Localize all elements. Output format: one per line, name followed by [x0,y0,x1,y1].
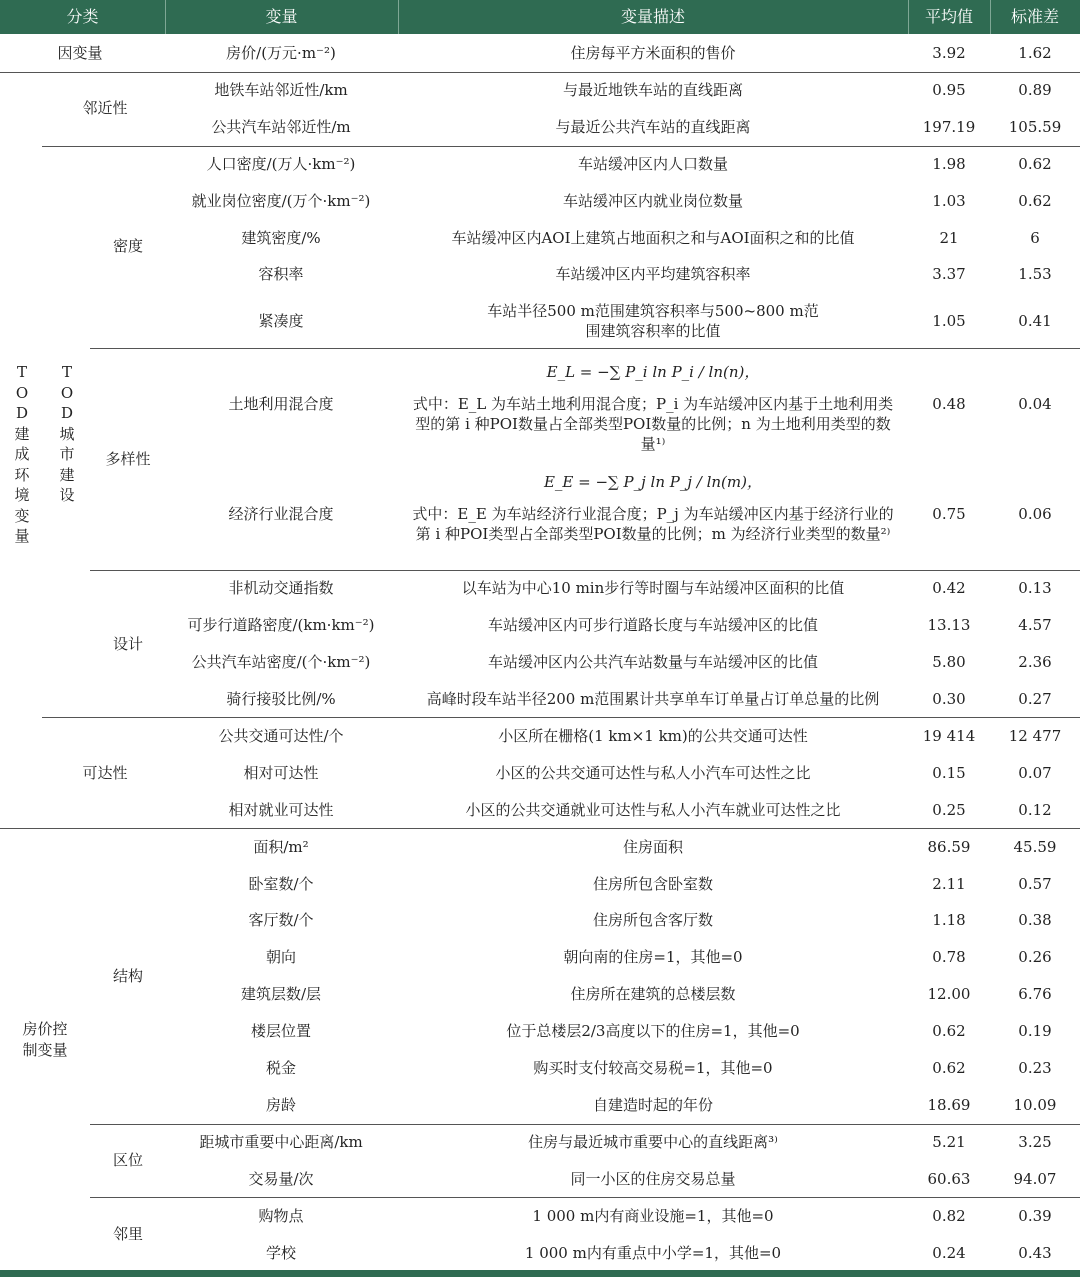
variable-description: 住房所包含卧室数 [592,875,713,893]
mean-value: 197.19 [922,118,976,136]
sd-value: 12 477 [1008,727,1062,745]
mean-value: 0.82 [932,1207,966,1225]
formula: E_E = −∑ P_j ln P_j / ln(m)， [543,473,762,491]
variable-name: 非机动交通指数 [228,579,334,597]
mean-value: 0.15 [932,764,966,782]
sd-value: 0.04 [1018,395,1052,413]
header-mean: 平均值 [924,7,973,26]
mean-value: 1.18 [932,911,966,929]
sd-value: 0.23 [1018,1059,1052,1077]
variable-description: 车站缓冲区内公共汽车站数量与车站缓冲区的比值 [487,653,818,671]
group-tod-label: TOD建成环境变量 [14,363,30,545]
variable-description: 住房所包含客厅数 [592,911,713,929]
variable-name: 公共汽车站邻近性/m [211,118,351,136]
variable-description: 车站缓冲区内可步行道路长度与车站缓冲区的比值 [487,616,818,634]
variable-description: 车站半径500 m范围建筑容积率与500~800 m范围建筑容积率的比值 [487,302,819,340]
variable-description: 小区的公共交通就业可达性与私人小汽车就业可达性之比 [465,801,841,819]
variable-name: 就业岗位密度/(万个·km⁻²) [191,192,371,210]
mean-value: 19 414 [922,727,976,745]
variable-description: 购买时支付较高交易税=1，其他=0 [533,1059,773,1077]
mean-value: 1.05 [932,312,966,330]
sd-value: 0.89 [1018,81,1052,99]
mean-value: 60.63 [927,1170,971,1188]
category-label: 可达性 [82,764,128,782]
variable-description: 式中：E_L 为车站土地利用混合度；P_i 为车站缓冲区内基于土地利用类型的第 i 种POI数量占全部类型POI数量的比例；n 为土地利用类型的数量¹⁾ [412,395,894,453]
mean-value: 0.95 [932,81,966,99]
mean-value: 0.42 [932,579,966,597]
sd-value: 6 [1030,229,1040,247]
sd-value: 0.13 [1018,579,1052,597]
variable-description: 以车站为中心10 min步行等时圈与车站缓冲区面积的比值 [461,579,845,597]
variable-description: 式中：E_E 为车站经济行业混合度；P_j 为车站缓冲区内基于经济行业的第 i 种POI类型占全部类型POI数量的比例；m 为经济行业类型的数量²⁾ [412,505,894,543]
sd-value: 6.76 [1018,985,1052,1003]
mean-value: 13.13 [927,616,971,634]
mean-value: 86.59 [927,838,971,856]
sd-value: 1.62 [1018,44,1052,62]
variable-description: 小区的公共交通可达性与私人小汽车可达性之比 [495,764,811,782]
variable-description: 与最近公共汽车站的直线距离 [555,118,751,136]
sd-value: 0.41 [1018,312,1052,330]
category-label: 结构 [112,967,143,985]
sd-value: 0.06 [1018,505,1052,523]
mean-value: 0.30 [932,690,966,708]
variable-name: 房价/(万元·m⁻²) [226,44,336,62]
variable-description: 位于总楼层2/3高度以下的住房=1，其他=0 [506,1022,800,1040]
mean-value: 3.37 [932,265,966,283]
header-description: 变量描述 [620,7,685,26]
variable-name: 相对可达性 [243,764,319,782]
mean-value: 5.80 [932,653,966,671]
sd-value: 0.38 [1018,911,1052,929]
variable-description: 1 000 m内有重点中小学=1，其他=0 [524,1244,782,1262]
sd-value: 0.62 [1018,192,1052,210]
variable-name: 公共汽车站密度/(个·km⁻²) [191,653,371,671]
header-variable: 变量 [265,7,298,26]
variable-description: 住房与最近城市重要中心的直线距离³⁾ [528,1133,778,1151]
variable-description: 车站缓冲区内就业岗位数量 [562,192,743,210]
variable-name: 距城市重要中心距离/km [199,1133,363,1151]
variable-name: 客厅数/个 [248,911,314,929]
variable-name: 楼层位置 [250,1022,311,1040]
mean-value: 0.48 [932,395,966,413]
variable-name: 紧凑度 [258,312,304,330]
variable-name: 容积率 [258,265,304,283]
variable-name: 建筑密度/% [241,229,321,247]
category-label: 密度 [112,237,143,255]
variable-description: 朝向南的住房=1，其他=0 [563,948,743,966]
variable-name: 购物点 [258,1207,304,1225]
mean-value: 0.62 [932,1022,966,1040]
variable-name: 骑行接驳比例/% [226,690,336,708]
variable-description: 车站缓冲区内人口数量 [577,155,728,173]
category-label: 因变量 [57,44,103,62]
variable-name: 房龄 [265,1096,296,1114]
formula: E_L = −∑ P_i ln P_i / ln(n)， [546,363,760,381]
bottom-rule [0,1270,1080,1277]
variable-name: 学校 [265,1244,296,1262]
mean-value: 2.11 [932,875,966,893]
variable-description: 自建造时起的年份 [592,1096,713,1114]
variable-name: 朝向 [265,948,296,966]
mean-value: 0.78 [932,948,966,966]
variable-name: 税金 [265,1059,296,1077]
variable-name: 建筑层数/层 [240,985,322,1003]
sd-value: 0.26 [1018,948,1052,966]
category-label: 设计 [112,635,143,653]
sd-value: 0.12 [1018,801,1052,819]
variable-description: 车站缓冲区内AOI上建筑占地面积之和与AOI面积之和的比值 [451,229,855,247]
variable-description: 住房每平方米面积的售价 [570,44,736,62]
variable-name: 公共交通可达性/个 [218,727,344,745]
group-tod-city-label: TOD城市建设 [59,363,75,504]
mean-value: 1.03 [932,192,966,210]
mean-value: 18.69 [927,1096,971,1114]
variable-description: 车站缓冲区内平均建筑容积率 [555,265,751,283]
variable-name: 卧室数/个 [248,875,314,893]
variable-description: 小区所在栅格(1 km×1 km)的公共交通可达性 [498,727,808,745]
category-label: 邻近性 [82,99,128,117]
table-header [0,0,1080,34]
sd-value: 4.57 [1018,616,1052,634]
variable-name: 人口密度/(万人·km⁻²) [206,155,356,173]
variable-description: 住房面积 [622,838,683,856]
sd-value: 2.36 [1018,653,1052,671]
mean-value: 0.62 [932,1059,966,1077]
variable-description: 与最近地铁车站的直线距离 [562,81,743,99]
mean-value: 21 [939,229,959,247]
variable-description: 1 000 m内有商业设施=1，其他=0 [532,1207,774,1225]
sd-value: 3.25 [1018,1133,1052,1151]
mean-value: 12.00 [927,985,971,1003]
header-sd: 标准差 [1010,7,1059,26]
category-label: 区位 [112,1151,143,1169]
sd-value: 0.62 [1018,155,1052,173]
variable-name: 交易量/次 [248,1170,314,1188]
sd-value: 0.39 [1018,1207,1052,1225]
mean-value: 0.75 [932,505,966,523]
mean-value: 0.24 [932,1244,966,1262]
header-category: 分类 [66,7,99,26]
mean-value: 3.92 [932,44,966,62]
sd-value: 0.19 [1018,1022,1052,1040]
variable-name: 相对就业可达性 [228,801,334,819]
variable-name: 土地利用混合度 [228,395,334,413]
sd-value: 0.57 [1018,875,1052,893]
category-label: 多样性 [105,450,151,468]
variable-name: 地铁车站邻近性/km [214,81,348,99]
sd-value: 94.07 [1013,1170,1057,1188]
sd-value: 10.09 [1013,1096,1057,1114]
sd-value: 45.59 [1013,838,1057,856]
variable-description: 同一小区的住房交易总量 [570,1170,736,1188]
variable-name: 面积/m² [253,838,309,856]
sd-value: 0.27 [1018,690,1052,708]
variable-name: 经济行业混合度 [228,505,334,523]
mean-value: 5.21 [932,1133,966,1151]
variable-description: 高峰时段车站半径200 m范围累计共享单车订单量占订单总量的比例 [426,690,880,708]
category-label: 邻里 [112,1225,143,1243]
variable-name: 可步行道路密度/(km·km⁻²) [187,616,375,634]
mean-value: 1.98 [932,155,966,173]
group-control-label: 房价控制变量 [22,1020,68,1059]
sd-value: 0.43 [1018,1244,1052,1262]
mean-value: 0.25 [932,801,966,819]
sd-value: 1.53 [1018,265,1052,283]
variable-description: 住房所在建筑的总楼层数 [570,985,736,1003]
sd-value: 105.59 [1008,118,1062,136]
sd-value: 0.07 [1018,764,1052,782]
